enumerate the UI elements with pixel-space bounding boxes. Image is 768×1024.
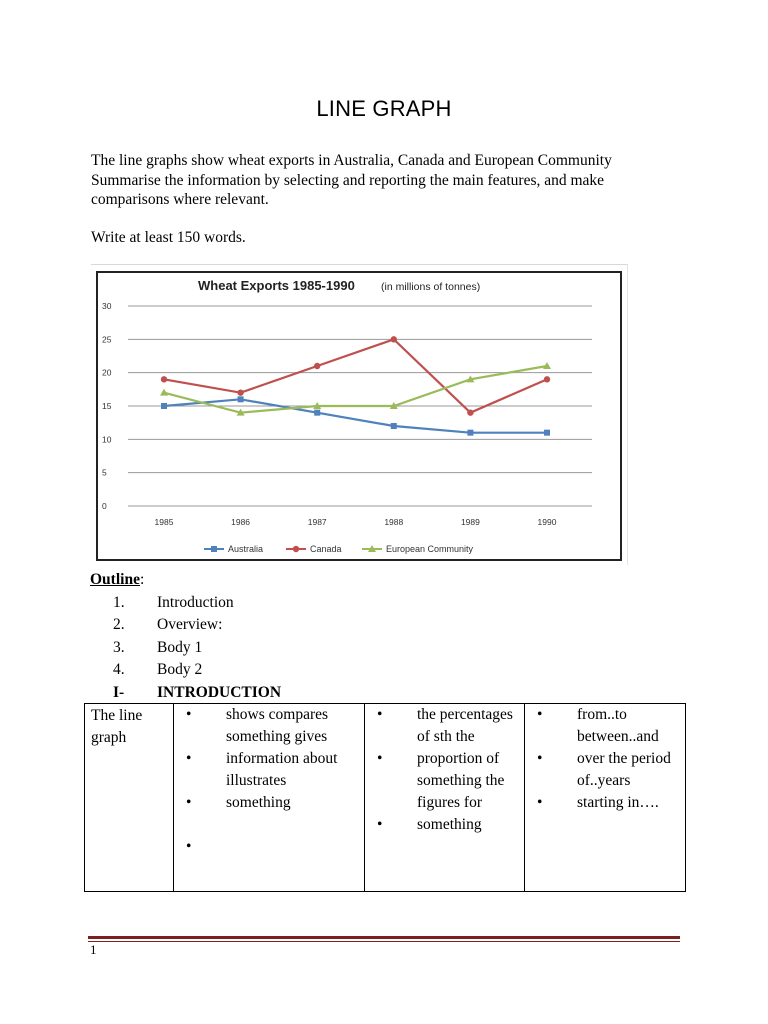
list-item: • over the period of..years: [525, 748, 685, 792]
data-point-canada: [237, 389, 243, 395]
outline-heading: Outline: [90, 571, 140, 588]
word-count-instruction: Write at least 150 words.: [91, 229, 246, 246]
footer-rule: [88, 941, 680, 942]
list-item: • information about illustrates: [174, 748, 364, 792]
y-tick-label: 30: [102, 301, 112, 311]
y-tick-label: 25: [102, 334, 112, 345]
chart-subtitle: (in millions of tonnes): [381, 281, 481, 293]
chart-title: Wheat Exports 1985-1990: [198, 278, 355, 293]
section-heading: I- INTRODUCTION: [113, 683, 282, 701]
outline-item: 4. Body 2: [113, 661, 203, 679]
legend-marker-canada: [293, 546, 299, 552]
task-prompt: [91, 151, 691, 210]
x-tick-label: 1987: [307, 517, 327, 527]
data-point-canada: [391, 336, 397, 342]
data-point-canada: [544, 376, 550, 382]
outline-item: 3. Body 1: [113, 638, 203, 656]
data-point-european-community: [160, 389, 168, 396]
y-tick-label: 5: [102, 467, 107, 478]
page-title: LINE GRAPH: [316, 96, 452, 121]
chart-container: [96, 271, 622, 561]
list-item: • something: [365, 814, 524, 836]
list-item: • proportion of something the figures for: [365, 748, 524, 814]
list-item: • something: [174, 792, 364, 814]
x-tick-label: 1988: [384, 517, 404, 527]
list-item: • shows compares something gives: [174, 704, 364, 748]
outline-section: Outline: 1. Introduction 2. Overview: 3. Body 1 4. Body 2 I- INTRODUCTION: [90, 569, 390, 705]
legend-marker-australia: [211, 546, 217, 552]
data-point-australia: [544, 430, 550, 436]
data-point-australia: [161, 403, 167, 409]
outline-item: 1. Introduction: [113, 593, 234, 611]
x-tick-label: 1990: [537, 517, 557, 527]
intro-table-objects: [365, 704, 525, 892]
list-item: • the percentages of sth the: [365, 704, 524, 748]
intro-table-verbs: [174, 704, 365, 892]
x-tick-label: 1985: [154, 517, 174, 527]
data-point-canada: [161, 376, 167, 382]
data-point-canada: [314, 363, 320, 369]
x-tick-label: 1986: [231, 517, 251, 527]
legend-label-european-community: European Community: [386, 544, 474, 554]
data-point-australia: [391, 423, 397, 429]
list-item: [174, 836, 364, 858]
list-item: • starting in….: [525, 792, 685, 814]
data-point-australia: [314, 410, 320, 416]
prompt-line: comparisons where relevant.: [91, 191, 269, 208]
legend-label-australia: Australia: [228, 544, 264, 554]
y-tick-label: 10: [102, 434, 112, 445]
data-point-canada: [467, 409, 473, 415]
y-tick-label: 15: [102, 401, 112, 411]
legend-label-canada: Canada: [310, 544, 342, 554]
footer-rule: [88, 936, 680, 939]
list-item: • from..to between..and: [525, 704, 685, 748]
intro-table-subject: The line graph: [85, 704, 174, 892]
y-tick-label: 0: [102, 501, 107, 511]
data-point-australia: [238, 396, 244, 402]
outline-item: 2. Overview:: [113, 616, 223, 634]
data-point-australia: [467, 430, 473, 436]
page-number: 1: [90, 942, 97, 957]
line-chart: [98, 273, 620, 559]
prompt-line: Summarise the information by selecting and reporting the main features, and make: [91, 171, 605, 189]
y-tick-label: 20: [102, 367, 112, 378]
intro-table-time: [525, 704, 686, 892]
x-tick-label: 1989: [460, 517, 480, 527]
prompt-line: The line graphs show wheat exports in Australia, Canada and European Community: [91, 152, 612, 169]
intro-table: [84, 703, 686, 892]
